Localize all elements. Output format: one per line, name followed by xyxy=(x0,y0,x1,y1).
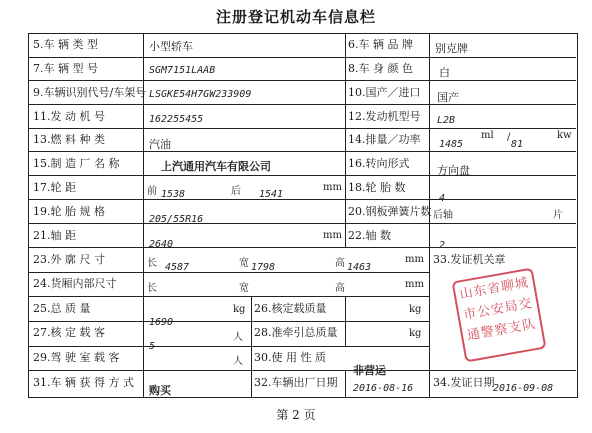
label-manufacture-date: 32.车辆出厂日期 xyxy=(254,376,338,389)
unit-mm: mm xyxy=(405,254,424,265)
value-body-color: 白 xyxy=(439,66,450,79)
label-engine-model: 12.发动机型号 xyxy=(348,110,421,123)
row-line xyxy=(29,223,576,224)
value-issue-date: 2016-09-08 xyxy=(493,383,554,394)
value-tire-count: 4 xyxy=(439,193,446,204)
label-origin: 10.国产／进口 xyxy=(348,86,421,99)
value-manufacture-date: 2016-08-16 xyxy=(353,383,414,394)
row-line xyxy=(29,346,429,347)
value-steering: 方向盘 xyxy=(437,164,470,177)
official-seal-stamp xyxy=(452,268,547,363)
value-fuel-type: 汽油 xyxy=(149,138,171,151)
value-engine-no: 162255455 xyxy=(149,114,204,125)
unit-ml: ml xyxy=(481,130,494,141)
row-line xyxy=(29,104,576,105)
label-vehicle-type: 5.车 辆 类 型 xyxy=(33,38,98,51)
unit-ren: 人 xyxy=(233,356,243,367)
value-brand: 别克牌 xyxy=(435,42,468,55)
page-number: 第 2 页 xyxy=(276,408,316,422)
label-track: 17.轮 距 xyxy=(33,181,76,194)
value-displacement: 1485 xyxy=(439,139,464,150)
label-vin: 9.车辆识别代号/车架号 xyxy=(33,86,147,99)
label-body-color: 8.车 身 颜 色 xyxy=(348,62,413,75)
unit-kg: kg xyxy=(409,304,422,315)
page-title: 注册登记机动车信息栏 xyxy=(215,8,376,26)
label-issue-date: 34.发证日期 xyxy=(433,376,495,389)
value-height: 1463 xyxy=(347,262,372,273)
seal-line: 山东省聊城 xyxy=(458,275,531,303)
value-gross-mass: 1690 xyxy=(149,317,174,328)
label-fuel-type: 13.燃 料 种 类 xyxy=(33,133,105,146)
row-line xyxy=(29,175,576,176)
label-rated-load: 26.核定载质量 xyxy=(254,302,327,315)
unit-mm: mm xyxy=(405,279,424,290)
unit-kg: kg xyxy=(233,304,246,315)
row-line xyxy=(29,370,576,371)
value-usage-nature: 非营运 xyxy=(353,364,386,377)
unit-kg: kg xyxy=(409,328,422,339)
value-vehicle-type: 小型轿车 xyxy=(149,40,193,53)
value-engine-model: L2B xyxy=(437,115,456,126)
value-width: 1798 xyxy=(251,262,276,273)
label-model: 7.车 辆 型 号 xyxy=(33,62,98,75)
label-towing-mass: 28.准牵引总质量 xyxy=(254,326,338,339)
unit-width: 宽 xyxy=(239,283,249,294)
unit-kw: kw xyxy=(557,130,572,141)
value-manufacturer: 上汽通用汽车有限公司 xyxy=(161,160,271,173)
label-manufacturer: 15.制 造 厂 名 称 xyxy=(33,157,120,170)
value-acquisition-method: 购买 xyxy=(149,384,171,397)
value-origin: 国产 xyxy=(437,91,459,104)
unit-slash: / xyxy=(507,132,511,143)
unit-ren: 人 xyxy=(233,332,243,343)
value-front-track: 1538 xyxy=(161,189,186,200)
row-line xyxy=(29,151,576,152)
unit-length: 长 xyxy=(147,258,157,269)
label-usage-nature: 30.使 用 性 质 xyxy=(254,351,326,364)
label-tire-spec: 19.轮 胎 规 格 xyxy=(33,205,105,218)
value-axle-count: 2 xyxy=(439,240,446,251)
unit-front: 前 xyxy=(147,186,157,197)
label-gross-mass: 25.总 质 量 xyxy=(33,302,91,315)
col-line xyxy=(345,296,346,346)
label-displacement: 14.排量／功率 xyxy=(348,133,421,146)
row-line xyxy=(29,57,576,58)
row-line xyxy=(29,199,576,200)
label-issuing-authority-seal: 33.发证机关章 xyxy=(433,253,506,266)
row-line xyxy=(29,128,576,129)
label-axle-count: 22.轴 数 xyxy=(348,229,391,242)
row-line xyxy=(29,247,576,248)
row-line xyxy=(29,80,576,81)
value-power: 81 xyxy=(511,139,524,150)
unit-height: 高 xyxy=(335,283,345,294)
seal-line: 市公安局交 xyxy=(462,296,534,324)
unit-length: 长 xyxy=(147,283,157,294)
label-cab-passengers: 29.驾 驶 室 载 客 xyxy=(33,351,120,364)
unit-rear: 后 xyxy=(231,186,241,197)
label-brand: 6.车 辆 品 牌 xyxy=(348,38,413,51)
value-rear-track: 1541 xyxy=(259,189,284,200)
value-tire-spec: 205/55R16 xyxy=(149,214,204,225)
row-line xyxy=(29,321,429,322)
row-line xyxy=(29,296,429,297)
label-engine-no: 11.发 动 机 号 xyxy=(33,110,105,123)
label-acquisition-method: 31.车 辆 获 得 方 式 xyxy=(33,376,134,389)
label-cargo-dimensions: 24.货厢内部尺寸 xyxy=(33,277,117,290)
col-line xyxy=(345,370,346,398)
col-line xyxy=(251,296,252,398)
seal-line: 通警察支队 xyxy=(465,316,538,344)
value-wheelbase: 2640 xyxy=(149,239,174,250)
label-wheelbase: 21.轴 距 xyxy=(33,229,76,242)
value-vin: LSGKE54H7GW233909 xyxy=(149,89,252,100)
label-outer-dimensions: 23.外 廓 尺 寸 xyxy=(33,253,105,266)
unit-rear-axle: 后轴 xyxy=(433,210,453,221)
unit-mm: mm xyxy=(323,230,342,241)
unit-mm: mm xyxy=(323,182,342,193)
label-steering: 16.转向形式 xyxy=(348,157,410,170)
label-leaf-springs: 20.钢板弹簧片数 xyxy=(348,205,432,218)
unit-height: 高 xyxy=(335,258,345,269)
value-rated-passengers: 5 xyxy=(149,341,156,352)
unit-pian: 片 xyxy=(553,210,563,221)
label-tire-count: 18.轮 胎 数 xyxy=(348,181,406,194)
label-rated-passengers: 27.核 定 载 客 xyxy=(33,326,105,339)
col-line xyxy=(345,34,346,247)
value-model: SGM7151LAAB xyxy=(149,65,216,76)
value-length: 4587 xyxy=(165,262,190,273)
unit-width: 宽 xyxy=(239,258,249,269)
